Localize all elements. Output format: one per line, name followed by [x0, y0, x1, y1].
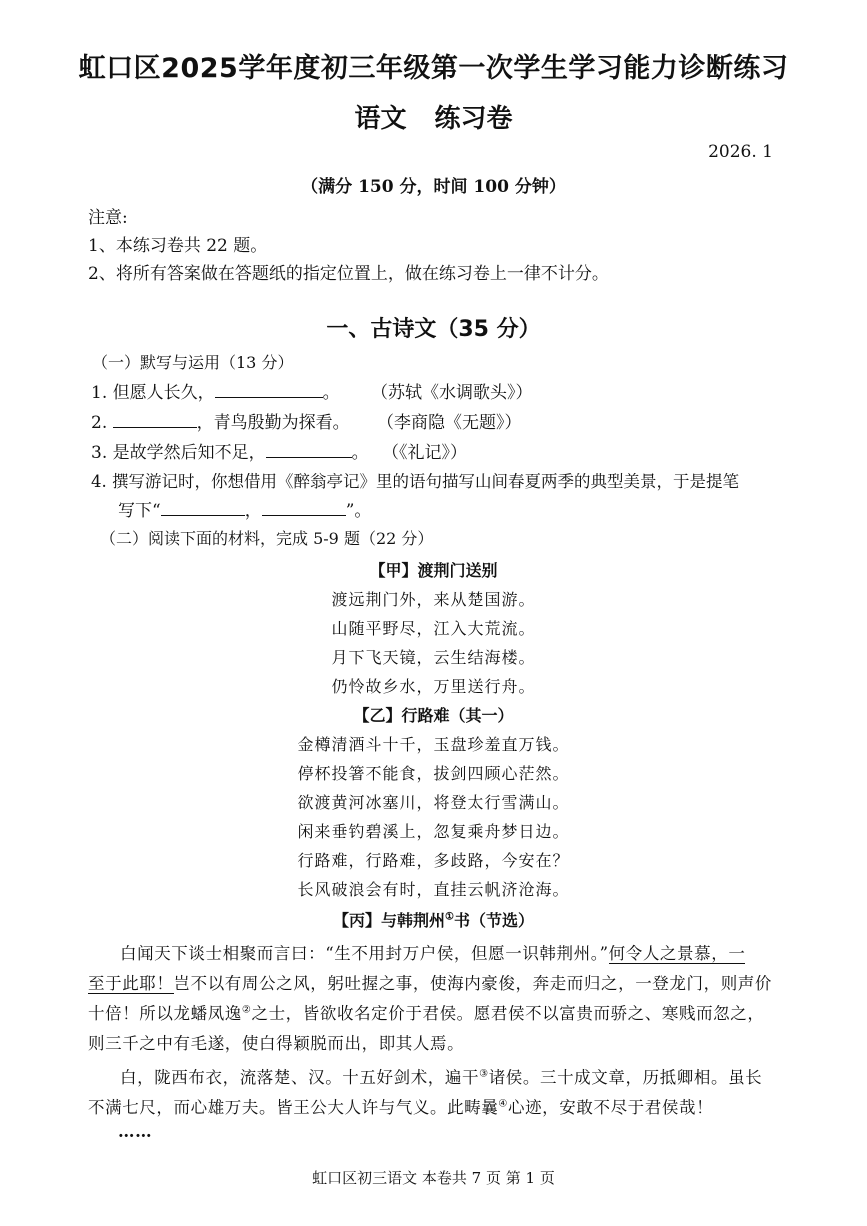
underlined-sentence: 至于此耶！ — [88, 974, 174, 993]
prose-text: 诸侯。三十成文章，历抵卿相。虽长 — [488, 1068, 763, 1087]
question-2 — [91, 408, 522, 433]
poem-line: 山随平野尽，江入大荒流。 — [331, 619, 536, 638]
score-info: （满分 150 分，时间 100 分钟） — [301, 177, 566, 197]
section-title: 一、古诗文（35 分） — [326, 317, 541, 342]
exam-date: 2026. 1 — [708, 142, 773, 162]
prose-title-text: 书（节选） — [453, 911, 534, 930]
prose-line — [120, 1064, 820, 1088]
poem-line: 欲渡黄河冰塞川，将登太行雪满山。 — [297, 793, 570, 812]
poem-line: 仍怜故乡水，万里送行舟。 — [331, 677, 536, 696]
question-source: （李商隐《无题》） — [377, 413, 522, 433]
notice-item-1: 1、本练习卷共 22 题。 — [88, 236, 268, 256]
prose-title-text: 【丙】与韩荆州 — [333, 911, 446, 930]
exam-subtitle — [0, 98, 867, 135]
question-text: 是故学然后知不足， — [112, 443, 266, 463]
footnote-marker: ① — [445, 911, 454, 923]
poem-line: 金樽清酒斗十千，玉盘珍羞直万钱。 — [297, 735, 570, 754]
question-text: ，青鸟殷勤为探看。 — [196, 413, 350, 433]
question-text: 。 — [322, 383, 340, 403]
question-source: （苏轼《水调歌头》） — [371, 383, 533, 403]
prose-text: 之士，皆欲收名定价于君侯。愿君侯不以富贵而骄之、寒贱而忽之， — [251, 1004, 765, 1023]
question-number: 4. — [91, 472, 107, 491]
question-1 — [91, 378, 533, 403]
prose-text: 白，陇西布衣，流落楚、汉。十五好剑术，遍干 — [120, 1068, 480, 1087]
exam-title: 虹口区2025学年度初三年级第一次学生学习能力诊断练习 — [78, 53, 789, 84]
notice-item-2: 2、将所有答案做在答题纸的指定位置上，做在练习卷上一律不计分。 — [88, 264, 609, 284]
question-text: 但愿人长久， — [112, 383, 215, 403]
question-text: 。 — [351, 443, 369, 463]
answer-blank — [113, 413, 197, 428]
footnote-marker: ② — [241, 1004, 252, 1016]
page-footer: 虹口区初三语文 本卷共 7 页 第 1 页 — [312, 1169, 555, 1187]
poem-line: 月下飞天镜，云生结海楼。 — [331, 648, 536, 667]
prose-line — [88, 1000, 788, 1024]
prose-line — [88, 1094, 788, 1118]
poem-line: 闲来垂钓碧溪上，忽复乘舟梦日边。 — [297, 822, 570, 841]
question-text: 撰写游记时，你想借用《醉翁亭记》里的语句描写山间春夏两季的典型美景，于是提笔 — [112, 472, 739, 491]
prose-text: 十倍！所以龙蟠凤逸 — [88, 1004, 242, 1023]
question-number: 2. — [91, 413, 108, 433]
prose-line — [88, 970, 788, 994]
poem-b-title: 【乙】行路难（其一） — [353, 706, 514, 725]
footnote-marker: ④ — [498, 1098, 508, 1110]
footnote-marker: ③ — [479, 1068, 489, 1080]
question-number: 1. — [91, 383, 108, 403]
answer-blank — [161, 501, 245, 516]
poem-line: 渡远荆门外，来从楚国游。 — [331, 590, 536, 609]
answer-blank — [215, 383, 323, 398]
paper-label: 练习卷 — [434, 104, 513, 134]
poem-line: 停杯投箸不能食，拔剑四顾心茫然。 — [297, 764, 570, 783]
prose-line: 则三千之中有毛遂，使白得颖脱而出，即其人焉。 — [88, 1034, 465, 1053]
question-3 — [91, 438, 467, 463]
question-text: 写下“ — [118, 501, 161, 521]
prose-text: 心迹，安敢不尽于君侯哉！ — [507, 1098, 714, 1117]
question-source: （《礼记》） — [382, 443, 468, 463]
prose-c-title — [0, 908, 867, 931]
part2-title: （二）阅读下面的材料，完成 5-9 题（22 分） — [100, 529, 434, 548]
question-number: 3. — [91, 443, 108, 463]
question-text: ， — [244, 501, 262, 521]
notice-label: 注意: — [88, 208, 128, 228]
poem-line: 长风破浪会有时，直挂云帆济沧海。 — [297, 880, 570, 899]
part1-title: （一）默写与运用（13 分） — [92, 353, 294, 372]
prose-text: 不满七尺，而心雄万夫。皆王公大人许与气义。此畴曩 — [88, 1098, 499, 1117]
subject-label: 语文 — [354, 104, 407, 134]
prose-text: 白闻天下谈士相聚而言曰：“生不用封万户侯，但愿一识韩荆州。” — [120, 944, 609, 963]
question-text: ”。 — [345, 501, 372, 521]
poem-a-title: 【甲】渡荆门送别 — [369, 561, 498, 580]
question-4 — [91, 468, 739, 492]
prose-text: 岂不以有周公之风，躬吐握之事，使海内豪俊，奔走而归之，一登龙门，则声价 — [173, 974, 772, 993]
prose-ellipsis: …… — [118, 1122, 153, 1141]
poem-line: 行路难，行路难，多歧路，今安在？ — [297, 851, 570, 870]
underlined-sentence: 何令人之景慕，一 — [608, 944, 746, 963]
answer-blank — [266, 443, 352, 458]
prose-line — [120, 940, 820, 964]
answer-blank — [262, 501, 346, 516]
question-4-line2 — [118, 496, 371, 521]
